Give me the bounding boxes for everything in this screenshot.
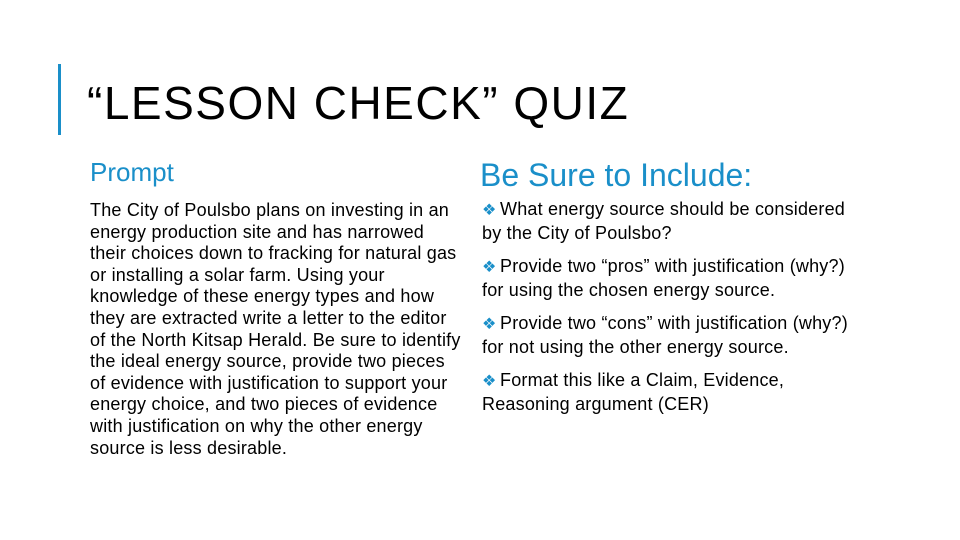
prompt-column: [90, 152, 462, 459]
include-list: [480, 198, 850, 415]
include-item: [480, 198, 850, 244]
diamond-bullet-icon: ❖: [482, 202, 497, 219]
prompt-text: The City of Poulsbo plans on investing in an energy production site and has narrowed their choices down to fracking for natural gas or installing a solar farm. Using your knowledge of these energy types and how they are extracted write a letter to the editor of the North Kitsap Herald. Be sure to identify the ideal energy source, provide two pieces of evidence with justification to support your energy choice, and two pieces of evidence with justification on why the other energy source is less desirable.: [90, 200, 461, 458]
title-accent-bar: [58, 64, 61, 135]
diamond-bullet-icon: ❖: [482, 316, 497, 333]
include-item-text: Provide two “cons” with justification (why?) for not using the other energy source.: [482, 313, 848, 357]
diamond-bullet-icon: ❖: [482, 373, 497, 390]
include-column: [480, 152, 850, 426]
include-heading: Be Sure to Include:: [480, 157, 753, 193]
diamond-bullet-icon: ❖: [482, 259, 497, 276]
include-item-text: What energy source should be considered by the City of Poulsbo?: [482, 199, 846, 243]
include-item: [480, 312, 850, 358]
include-item-text: Format this like a Claim, Evidence, Reasoning argument (CER): [482, 370, 785, 414]
include-item: [480, 369, 850, 415]
slide-title: “LESSON CHECK” QUIZ: [87, 77, 630, 129]
include-item-text: Provide two “pros” with justification (why?) for using the chosen energy source.: [482, 256, 845, 300]
include-item: [480, 255, 850, 301]
prompt-heading: Prompt: [90, 157, 174, 187]
